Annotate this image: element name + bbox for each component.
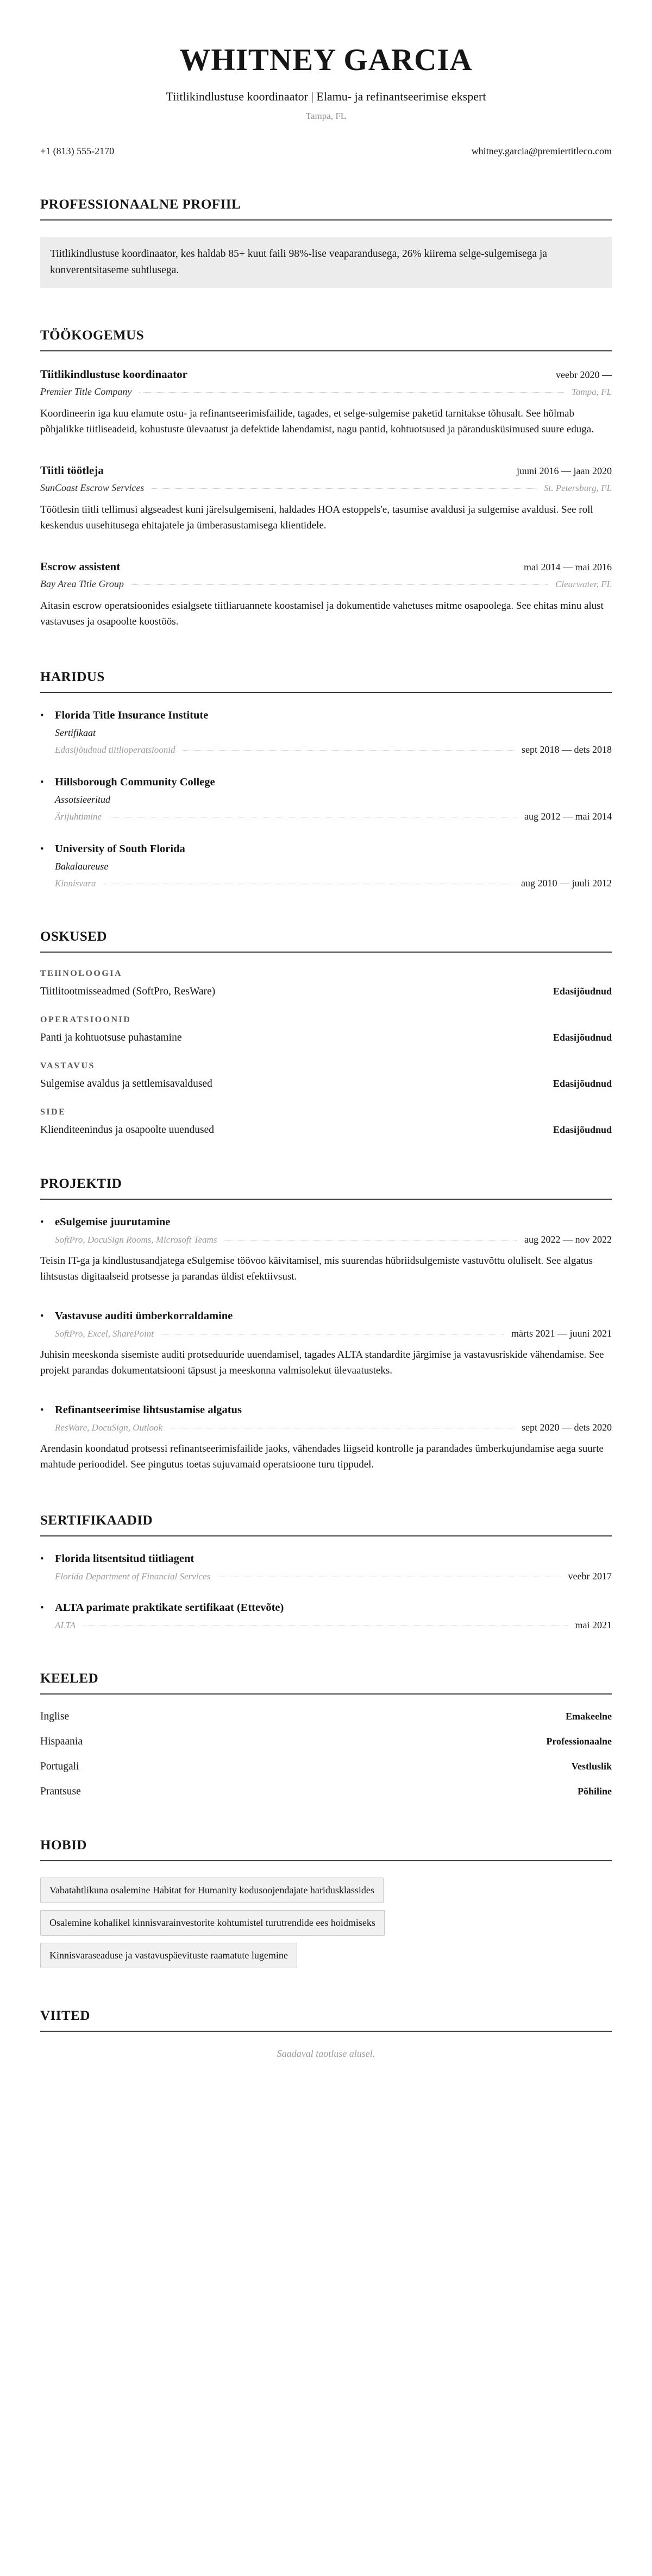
skill-level: Edasijõudnud xyxy=(553,1032,612,1043)
contact-row xyxy=(40,146,612,157)
project-title-row xyxy=(40,1404,612,1416)
project-description: Arendasin koondatud protsessi refinantseerimisfailide jaoks, vähendades liigseid kontrolle ja parandades ümberkujundamise aega suurte mahtude perioodidel. See pingutus toetas sujuvamaid operatsioone turu tippudel. xyxy=(40,1443,604,1470)
section-education xyxy=(40,670,612,889)
field-of-study: Edasijõudnud tiitlioperatsioonid xyxy=(55,745,175,755)
language-row xyxy=(40,1736,612,1748)
language-row xyxy=(40,1761,612,1773)
bullet-icon xyxy=(40,1553,55,1565)
project-dates: sept 2020 — dets 2020 xyxy=(522,1421,612,1433)
project-entry xyxy=(40,1310,612,1379)
skill-name: Tiitlitootmisseadmed (SoftPro, ResWare) xyxy=(40,986,216,998)
section-skills xyxy=(40,929,612,1136)
candidate-tagline: Tiitlikindlustuse koordinaator | Elamu- ja refinantseerimise ekspert xyxy=(166,89,486,103)
skill-name: Klienditeenindus ja osapoolte uuendused xyxy=(40,1124,215,1136)
project-entry xyxy=(40,1404,612,1473)
language-row xyxy=(40,1786,612,1798)
hobby-item: Kinnisvaraseaduse ja vastavuspäevituste raamatute lugemine xyxy=(40,1943,297,1968)
project-tools: ResWare, DocuSign, Outlook xyxy=(55,1422,162,1433)
job-location: Tampa, FL xyxy=(571,387,612,398)
bullet-icon xyxy=(40,1602,55,1614)
resume-header xyxy=(40,43,612,157)
projects-heading: PROJEKTID xyxy=(40,1176,612,1200)
bullet-icon xyxy=(40,777,55,789)
education-heading: HARIDUS xyxy=(40,670,612,693)
certification-entry xyxy=(40,1602,612,1631)
bullet-icon xyxy=(40,843,55,855)
job-company: SunCoast Escrow Services xyxy=(40,482,145,493)
job-description: Koordineerin iga kuu elamute ostu- ja refinantseerimisfailide, tagades, et selge-sulgemise paketid tarnitakse tõhusalt. See hõlmab põhjalikke tiitliseadeid, kohustuste ülevaatust ja defektide lahendamist, nagu pantid, kohtuotsused ja pärandusküsimused suure eduga. xyxy=(40,408,594,435)
education-entry xyxy=(40,709,612,755)
skill-name: Panti ja kohtuotsuse puhastamine xyxy=(40,1032,182,1044)
certification-date: veebr 2017 xyxy=(568,1570,612,1582)
skill-group xyxy=(40,1015,612,1044)
skill-level: Edasijõudnud xyxy=(553,1078,612,1089)
section-certifications xyxy=(40,1513,612,1631)
skill-group xyxy=(40,1061,612,1090)
project-description: Juhisin meeskonda sisemiste auditi protseduuride uuendamisel, tagades ALTA standardite järgimise ja vastavusriskide vähendamise. See projekt parandas dokumentatsiooni täpsust ja meeskonna valmisolekut ülevaatusteks. xyxy=(40,1349,604,1376)
degree: Sertifikaat xyxy=(55,727,96,739)
language-name: Prantsuse xyxy=(40,1785,81,1797)
job-company-row xyxy=(40,482,612,494)
certification-issuer: ALTA xyxy=(55,1620,76,1630)
project-title-row xyxy=(40,1310,612,1322)
project-title-row xyxy=(40,1216,612,1229)
project-name: Vastavuse auditi ümberkorraldamine xyxy=(55,1310,233,1322)
phone-number: +1 (813) 555-2170 xyxy=(40,145,115,156)
project-name: eSulgemise juurutamine xyxy=(55,1216,171,1229)
job-location: St. Petersburg, FL xyxy=(544,482,612,493)
degree: Assotsieeritud xyxy=(55,794,110,805)
job-title-row xyxy=(40,368,612,381)
section-profile xyxy=(40,197,612,288)
education-title-row xyxy=(40,709,612,722)
skill-category: TEHNOLOOGIA xyxy=(40,969,123,979)
project-dates: aug 2022 — nov 2022 xyxy=(524,1234,612,1245)
certification-issuer: Florida Department of Financial Services xyxy=(55,1571,211,1582)
school-name: Hillsborough Community College xyxy=(55,776,215,789)
job-description: Töötlesin tiitli tellimusi algseadest kuni järelsulgemiseni, haldades HOA estoppels'e, tasumise avaldusi ja sulgemise avaldusi. See roll keskendus uusehitusega ehitajatele ja ümberasustamisega klientidele. xyxy=(40,503,593,531)
certification-title-row xyxy=(40,1602,612,1614)
references-heading: VIITED xyxy=(40,2008,612,2032)
language-name: Inglise xyxy=(40,1710,70,1722)
language-level: Põhiline xyxy=(577,1785,612,1797)
project-meta-row xyxy=(55,1328,612,1339)
job-title-row xyxy=(40,560,612,574)
job-title-row xyxy=(40,464,612,477)
bullet-icon xyxy=(40,710,55,722)
work-heading: TÖÖKOGEMUS xyxy=(40,328,612,351)
skill-row xyxy=(40,1124,612,1136)
education-entry xyxy=(40,776,612,822)
hobby-item: Vabatahtlikuna osalemine Habitat for Humanity kodusoojendajate haridusklassides xyxy=(40,1878,384,1903)
education-title-row xyxy=(40,776,612,789)
skill-level: Edasijõudnud xyxy=(553,986,612,997)
job-company-row xyxy=(40,386,612,398)
job-entry xyxy=(40,464,612,534)
skill-row xyxy=(40,1078,612,1090)
job-dates: juuni 2016 — jaan 2020 xyxy=(517,465,612,476)
certifications-heading: SERTIFIKAADID xyxy=(40,1513,612,1536)
resume-page xyxy=(40,0,612,2103)
section-references xyxy=(40,2008,612,2059)
job-company: Bay Area Title Group xyxy=(40,578,124,589)
project-tools: SoftPro, DocuSign Rooms, Microsoft Teams xyxy=(55,1235,217,1245)
school-name: Florida Title Insurance Institute xyxy=(55,709,209,722)
candidate-location: Tampa, FL xyxy=(305,110,347,121)
section-hobbies xyxy=(40,1838,612,1968)
field-of-study: Kinnisvara xyxy=(55,878,96,889)
profile-heading: PROFESSIONAALNE PROFIIL xyxy=(40,197,612,221)
skill-level: Edasijõudnud xyxy=(553,1124,612,1136)
dotted-leader xyxy=(152,488,536,489)
education-entry xyxy=(40,843,612,889)
job-company-row xyxy=(40,578,612,590)
language-level: Vestluslik xyxy=(571,1760,612,1772)
education-meta-row xyxy=(55,878,612,889)
job-company: Premier Title Company xyxy=(40,386,132,398)
skill-group xyxy=(40,969,612,998)
skill-category: VASTAVUS xyxy=(40,1061,95,1071)
skill-row xyxy=(40,986,612,998)
email-address: whitney.garcia@premiertitleco.com xyxy=(471,145,612,156)
project-entry xyxy=(40,1216,612,1285)
degree: Bakalaureuse xyxy=(55,861,109,872)
bullet-icon xyxy=(40,1404,55,1416)
skills-heading: OSKUSED xyxy=(40,929,612,953)
section-languages xyxy=(40,1671,612,1798)
education-dates: aug 2010 — juuli 2012 xyxy=(521,878,612,889)
language-row xyxy=(40,1711,612,1723)
project-tools: SoftPro, Excel, SharePoint xyxy=(55,1328,154,1339)
references-note: Saadaval taotluse alusel. xyxy=(277,2048,375,2059)
project-meta-row xyxy=(55,1234,612,1245)
language-name: Hispaania xyxy=(40,1735,83,1747)
skill-name: Sulgemise avaldus ja settlemisavaldused xyxy=(40,1078,212,1090)
education-meta-row xyxy=(55,744,612,755)
certification-meta-row xyxy=(55,1620,612,1631)
certification-entry xyxy=(40,1553,612,1582)
job-description: Aitasin escrow operatsioonides esialgsete tiitliaruannete koostamisel ja dokumentide vahetuses mitme osapoolega. See ehitas minu alust vastavuses ja osapoolte koostöös. xyxy=(40,600,604,627)
dotted-leader xyxy=(183,750,514,751)
job-location: Clearwater, FL xyxy=(555,578,612,589)
job-title: Tiitli töötleja xyxy=(40,463,104,477)
dotted-leader xyxy=(139,392,564,393)
project-name: Refinantseerimise lihtsustamise algatus xyxy=(55,1403,242,1416)
hobby-item: Osalemine kohalikel kinnisvarainvestorite kohtumistel turutrendide ees hoidmiseks xyxy=(40,1910,385,1936)
field-of-study: Ärijuhtimine xyxy=(55,811,102,822)
language-level: Emakeelne xyxy=(566,1710,612,1722)
skill-category: SIDE xyxy=(40,1107,66,1117)
bullet-icon xyxy=(40,1217,55,1229)
bullet-icon xyxy=(40,1311,55,1322)
job-entry xyxy=(40,368,612,438)
education-dates: aug 2012 — mai 2014 xyxy=(524,811,612,822)
section-work xyxy=(40,328,612,629)
education-title-row xyxy=(40,843,612,855)
job-dates: veebr 2020 — xyxy=(556,369,612,381)
job-entry xyxy=(40,560,612,630)
education-meta-row xyxy=(55,811,612,822)
section-projects xyxy=(40,1176,612,1472)
school-name: University of South Florida xyxy=(55,843,185,855)
job-dates: mai 2014 — mai 2016 xyxy=(524,561,612,572)
skill-group xyxy=(40,1107,612,1136)
profile-summary: Tiitlikindlustuse koordinaator, kes haldab 85+ kuut faili 98%-lise veaparandusega, 26% kiirema selge-sulgemisega ja konverentsitaseme suhtlusega. xyxy=(40,237,612,288)
job-title: Escrow assistent xyxy=(40,559,121,573)
hobbies-heading: HOBID xyxy=(40,1838,612,1861)
skill-category: OPERATSIOONID xyxy=(40,1015,131,1025)
languages-heading: KEELED xyxy=(40,1671,612,1695)
job-title: Tiitlikindlustuse koordinaator xyxy=(40,368,187,381)
project-meta-row xyxy=(55,1422,612,1433)
certification-date: mai 2021 xyxy=(575,1619,612,1630)
project-description: Teisin IT-ga ja kindlustusandjatega eSulgemise töövoo käivitamisel, mis suurendas hübriidsulgemiste vastuvõttu oluliselt. See algatus lihtsustas digitaalseid protsesse ja parandas üldist efektiivsust. xyxy=(40,1255,593,1283)
language-name: Portugali xyxy=(40,1760,79,1772)
candidate-name: WHITNEY GARCIA xyxy=(179,43,473,77)
project-dates: märts 2021 — juuni 2021 xyxy=(511,1328,612,1339)
certification-title-row xyxy=(40,1553,612,1565)
certification-meta-row xyxy=(55,1571,612,1582)
skill-row xyxy=(40,1032,612,1044)
certification-name: Florida litsentsitud tiitliagent xyxy=(55,1552,195,1565)
dotted-leader xyxy=(131,584,548,585)
education-dates: sept 2018 — dets 2018 xyxy=(522,744,612,755)
language-level: Professionaalne xyxy=(546,1735,612,1747)
certification-name: ALTA parimate praktikate sertifikaat (Ettevõte) xyxy=(55,1601,284,1614)
